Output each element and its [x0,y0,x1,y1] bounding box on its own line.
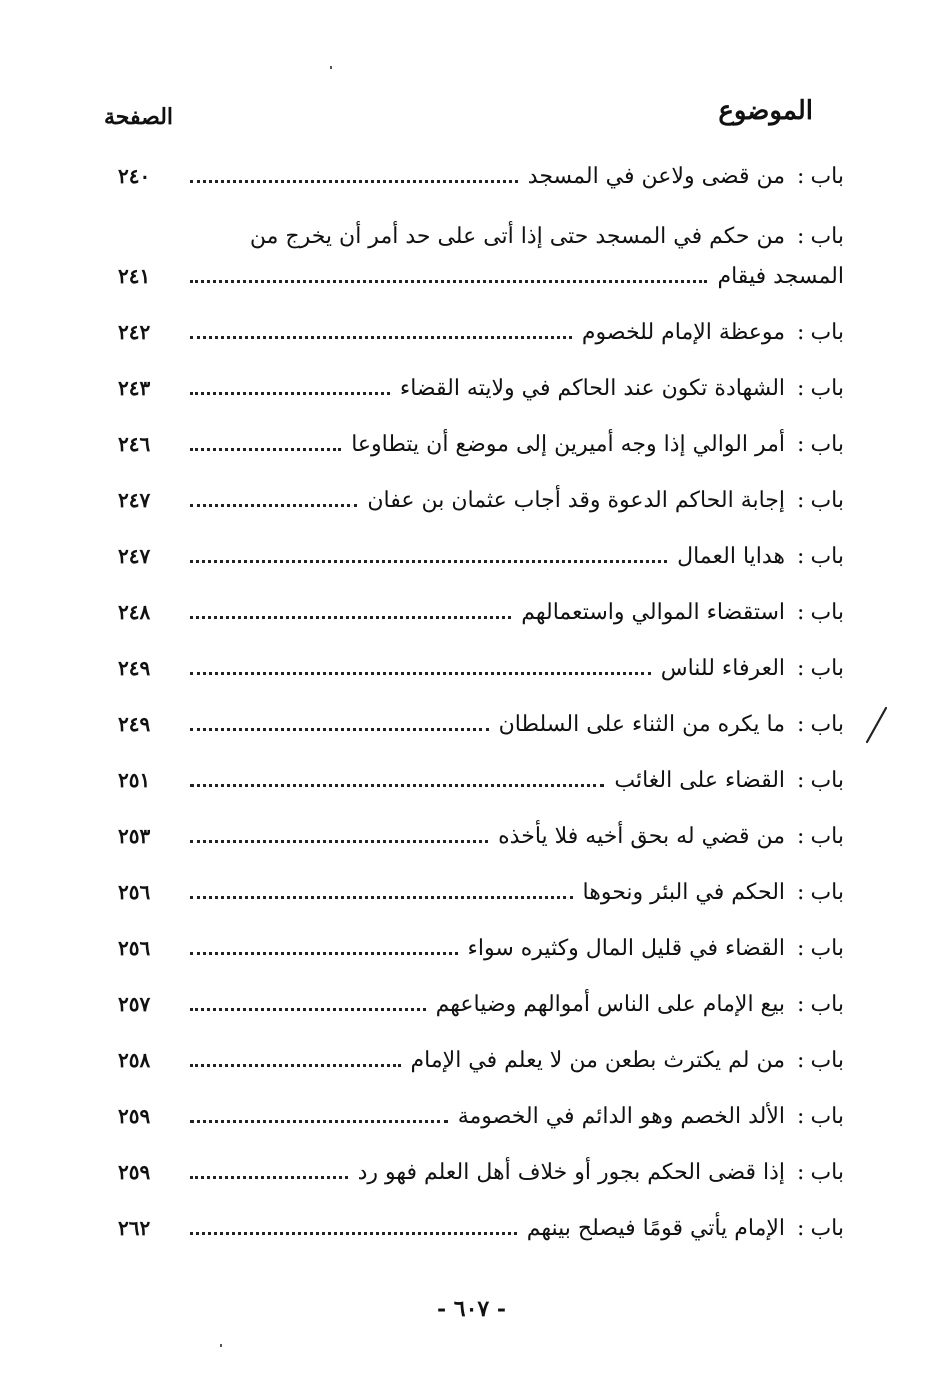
toc-entry [118,1210,844,1246]
entry-page-number: ٢٥٦ [118,880,151,904]
entry-title: باب:من قضى ولاعن في المسجد [527,163,844,189]
dot-leader [190,728,489,731]
entry-title: باب:أمر الوالي إذا وجه أميرين إلى موضع أن يتطاوعا [351,431,844,457]
pen-mark-icon [864,706,888,746]
entry-title: المسجد فيقام [717,263,844,289]
entry-page-number: ٢٤٣ [118,376,151,400]
entry-page-number: ٢٥١ [118,768,151,792]
dot-leader [190,896,573,899]
entry-title: باب:من قضي له بحق أخيه فلا يأخذه [498,823,844,849]
toc-entry [118,314,844,350]
entry-page-number: ٢٤٩ [118,656,151,680]
toc-entry [118,706,844,742]
entry-title-first-line: باب:من حكم في المسجد حتى إذا أتى على حد أمر أن يخرج من [249,223,844,249]
entry-title: باب:إجابة الحاكم الدعوة وقد أجاب عثمان بن عفان [367,487,844,513]
dot-leader [190,1064,401,1067]
entry-page-number: ٢٤٧ [118,544,151,568]
page-column-header: الصفحة [104,104,174,130]
toc-entry [118,762,844,798]
toc-entry [118,650,844,686]
entry-title: باب:الألد الخصم وهو الدائم في الخصومة [457,1103,844,1129]
toc-entry [118,482,844,518]
entry-title: باب:العرفاء للناس [660,655,844,681]
toc-entry [118,370,844,406]
toc-entry [118,1154,844,1190]
toc-entry [118,986,844,1022]
entry-page-number: ٢٤٦ [118,432,151,456]
entry-page-number: ٢٥٣ [118,824,151,848]
entry-title: باب:الإمام يأتي قومًا فيصلح بينهم [526,1215,844,1241]
dot-leader [190,448,341,451]
toc-entry [118,1042,844,1078]
dot-leader [190,1008,426,1011]
entry-title: باب:الشهادة تكون عند الحاكم في ولايته القضاء [399,375,844,401]
dot-leader [190,336,572,339]
entry-title: باب:موعظة الإمام للخصوم [581,319,844,345]
entry-title: باب:هدايا العمال [677,543,844,569]
dot-leader [190,952,458,955]
entry-title: باب:إذا قضى الحكم بجور أو خلاف أهل العلم فهو رد [357,1159,844,1185]
toc-entry [118,426,844,462]
dot-leader [190,1232,517,1235]
entry-title: باب:الحكم في البئر ونحوها [582,879,844,905]
entry-title: باب:القضاء في قليل المال وكثيره سواء [467,935,844,961]
toc-entry [118,158,844,194]
entry-title: باب:من لم يكترث بطعن من لا يعلم في الإمام [410,1047,844,1073]
page-number-footer: - ٦٠٧ - [436,1296,507,1322]
entry-title: باب:بيع الإمام على الناس أموالهم وضياعهم [435,991,844,1017]
entry-title: باب:القضاء على الغائب [614,767,844,793]
entry-page-number: ٢٥٧ [118,992,151,1016]
dot-leader [190,504,357,507]
dot-leader [190,392,390,395]
dot-leader [190,1176,348,1179]
scan-speck [220,1344,222,1347]
toc-entry [118,594,844,630]
scan-speck [330,66,332,69]
entry-page-number: ٢٥٨ [118,1048,151,1072]
dot-leader [190,180,518,183]
dot-leader [190,840,488,843]
entry-page-number: ٢٤٠ [118,164,151,188]
toc-entry [118,258,844,294]
toc-entry [118,930,844,966]
dot-leader [190,784,604,787]
subject-column-header: الموضوع [718,96,813,126]
dot-leader [190,280,707,283]
toc-entry [118,1098,844,1134]
dot-leader [190,672,651,675]
entry-title: باب:ما يكره من الثناء على السلطان [498,711,844,737]
toc-entry [118,538,844,574]
entry-page-number: ٢٤٧ [118,488,151,512]
entry-page-number: ٢٤١ [118,264,151,288]
entry-page-number: ٢٤٩ [118,712,151,736]
dot-leader [190,560,667,563]
toc-entry [118,874,844,910]
dot-leader [190,616,511,619]
toc-entry [118,818,844,854]
entry-page-number: ٢٤٨ [118,600,151,624]
dot-leader [190,1120,448,1123]
entry-page-number: ٢٥٩ [118,1104,151,1128]
entry-page-number: ٢٥٩ [118,1160,151,1184]
entry-page-number: ٢٦٢ [118,1216,151,1240]
entry-title: باب:استقضاء الموالي واستعمالهم [521,599,844,625]
entry-page-number: ٢٤٢ [118,320,151,344]
entry-page-number: ٢٥٦ [118,936,151,960]
